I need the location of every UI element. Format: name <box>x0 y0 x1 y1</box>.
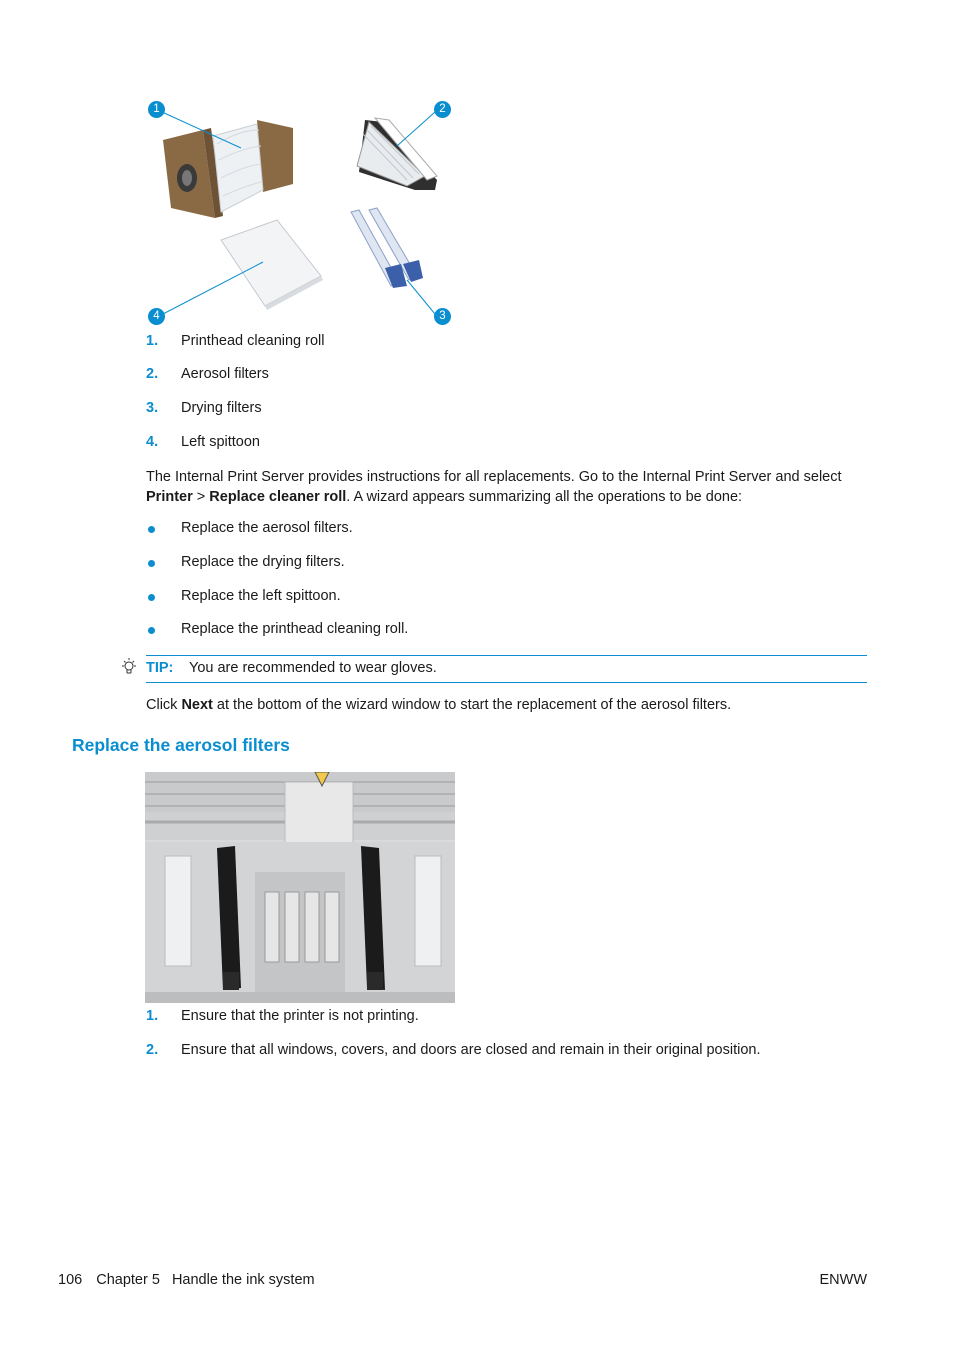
bullet-icon <box>148 594 155 601</box>
intro-paragraph <box>146 467 871 507</box>
printer-interior-figure <box>145 772 455 1003</box>
callout-4: 4 <box>148 308 165 325</box>
drying-filters-illustration <box>351 208 423 288</box>
list-text: Ensure that all windows, covers, and doors are closed and remain in their original position. <box>181 1042 761 1058</box>
list-number: 3. <box>146 400 159 416</box>
section-heading: Replace the aerosol filters <box>72 735 290 755</box>
list-number: 4. <box>146 434 159 450</box>
list-number: 2. <box>146 366 159 382</box>
intro-line-1: The Internal Print Server provides instructions for all replacements. Go to the Internal Print Server and select <box>146 469 842 485</box>
click-next-paragraph <box>146 695 871 715</box>
printer-interior-illustration <box>145 772 455 1003</box>
list-text: Ensure that the printer is not printing. <box>181 1008 419 1024</box>
callout-3: 3 <box>434 308 451 325</box>
callout-1: 1 <box>148 101 165 118</box>
tip-text: You are recommended to wear gloves. <box>189 660 437 676</box>
list-text: Replace the drying filters. <box>181 554 345 570</box>
chapter-label: Chapter 5 <box>96 1272 160 1288</box>
list-text: Left spittoon <box>181 434 260 450</box>
next-label: Next <box>181 697 213 713</box>
list-text: Drying filters <box>181 400 262 416</box>
bullet-icon <box>148 526 155 533</box>
lightbulb-icon <box>120 657 138 677</box>
consumables-figure <box>145 100 457 328</box>
bullet-icon <box>148 627 155 634</box>
list-text: Aerosol filters <box>181 366 269 382</box>
intro-rest: . A wizard appears summarizing all the operations to be done: <box>346 489 743 505</box>
list-number: 1. <box>146 1008 159 1024</box>
callout-2: 2 <box>434 101 451 118</box>
list-text: Replace the left spittoon. <box>181 588 341 604</box>
list-text: Replace the printhead cleaning roll. <box>181 621 409 637</box>
menu-printer: Printer <box>146 489 193 505</box>
tip-box <box>146 655 867 683</box>
consumables-illustration <box>145 100 457 328</box>
menu-replace-cleaner-roll: Replace cleaner roll <box>209 489 347 505</box>
click-next-post: at the bottom of the wizard window to start the replacement of the aerosol filters. <box>212 697 732 713</box>
aerosol-filters-illustration <box>357 118 437 190</box>
list-number: 2. <box>146 1042 159 1058</box>
menu-separator: > <box>192 489 210 505</box>
page-footer-left <box>58 1272 315 1288</box>
list-number: 1. <box>146 333 159 349</box>
tip-label: TIP: <box>146 660 174 676</box>
chapter-title: Handle the ink system <box>171 1272 315 1288</box>
list-text: Replace the aerosol filters. <box>181 520 353 536</box>
cleaning-roll-illustration <box>163 120 293 220</box>
bullet-icon <box>148 560 155 567</box>
click-next-pre: Click <box>146 697 182 713</box>
page-number: 106 <box>58 1272 83 1288</box>
page-footer-right: ENWW <box>819 1272 867 1288</box>
list-text: Printhead cleaning roll <box>181 333 325 349</box>
spittoon-illustration <box>221 220 323 310</box>
